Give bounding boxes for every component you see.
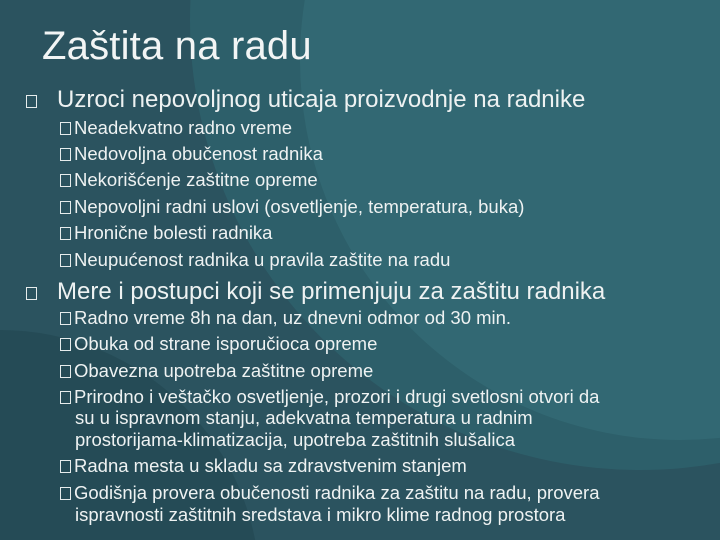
list-item-continuation: su u ispravnom stanju, adekvatna temperatura u radnim — [75, 407, 533, 428]
list-item: Radno vreme 8h na dan, uz dnevni odmor od 30 min. — [60, 307, 511, 329]
list-item-continuation: prostorijama-klimatizacija, upotreba zaštitnih slušalica — [75, 429, 516, 450]
list-item: Nedovoljna obučenost radnika — [60, 143, 323, 165]
list-item: Hronične bolesti radnika — [60, 222, 272, 244]
list-item: Prirodno i veštačko osvetljenje, prozori i drugi svetlosni otvori da — [60, 386, 599, 408]
list-item: Neadekvatno radno vreme — [60, 117, 292, 139]
list-item: Neupućenost radnika u pravila zaštite na radu — [60, 249, 450, 271]
bullet-box-icon — [60, 227, 71, 240]
bullet-box-icon — [60, 487, 71, 500]
list-item: Godišnja provera obučenosti radnika za zaštitu na radu, provera — [60, 482, 600, 504]
list-item-continuation: ispravnosti zaštitnih sredstava i mikro klime radnog prostora — [75, 504, 566, 525]
bullet-box-icon — [60, 254, 71, 267]
bullet-box-icon — [60, 174, 71, 187]
bullet-box-icon — [60, 122, 71, 135]
bullet-box-icon — [60, 148, 71, 161]
bullet-box-icon — [60, 365, 71, 378]
list-item: Nekorišćenje zaštitne opreme — [60, 169, 318, 191]
slide-title: Zaštita na radu — [42, 24, 312, 68]
bullet-box-icon — [26, 95, 37, 108]
section-heading: Uzroci nepovoljnog uticaja proizvodnje na radnike — [26, 86, 585, 114]
list-item: Obuka od strane isporučioca opreme — [60, 333, 377, 355]
bullet-box-icon — [60, 391, 71, 404]
section-heading: Mere i postupci koji se primenjuju za zaštitu radnika — [26, 278, 605, 306]
bullet-box-icon — [60, 201, 71, 214]
bullet-box-icon — [60, 338, 71, 351]
list-item: Nepovoljni radni uslovi (osvetljenje, temperatura, buka) — [60, 196, 524, 218]
list-item: Radna mesta u skladu sa zdravstvenim stanjem — [60, 455, 467, 477]
list-item: Obavezna upotreba zaštitne opreme — [60, 360, 373, 382]
bullet-box-icon — [60, 460, 71, 473]
bullet-box-icon — [26, 287, 37, 300]
bullet-box-icon — [60, 312, 71, 325]
